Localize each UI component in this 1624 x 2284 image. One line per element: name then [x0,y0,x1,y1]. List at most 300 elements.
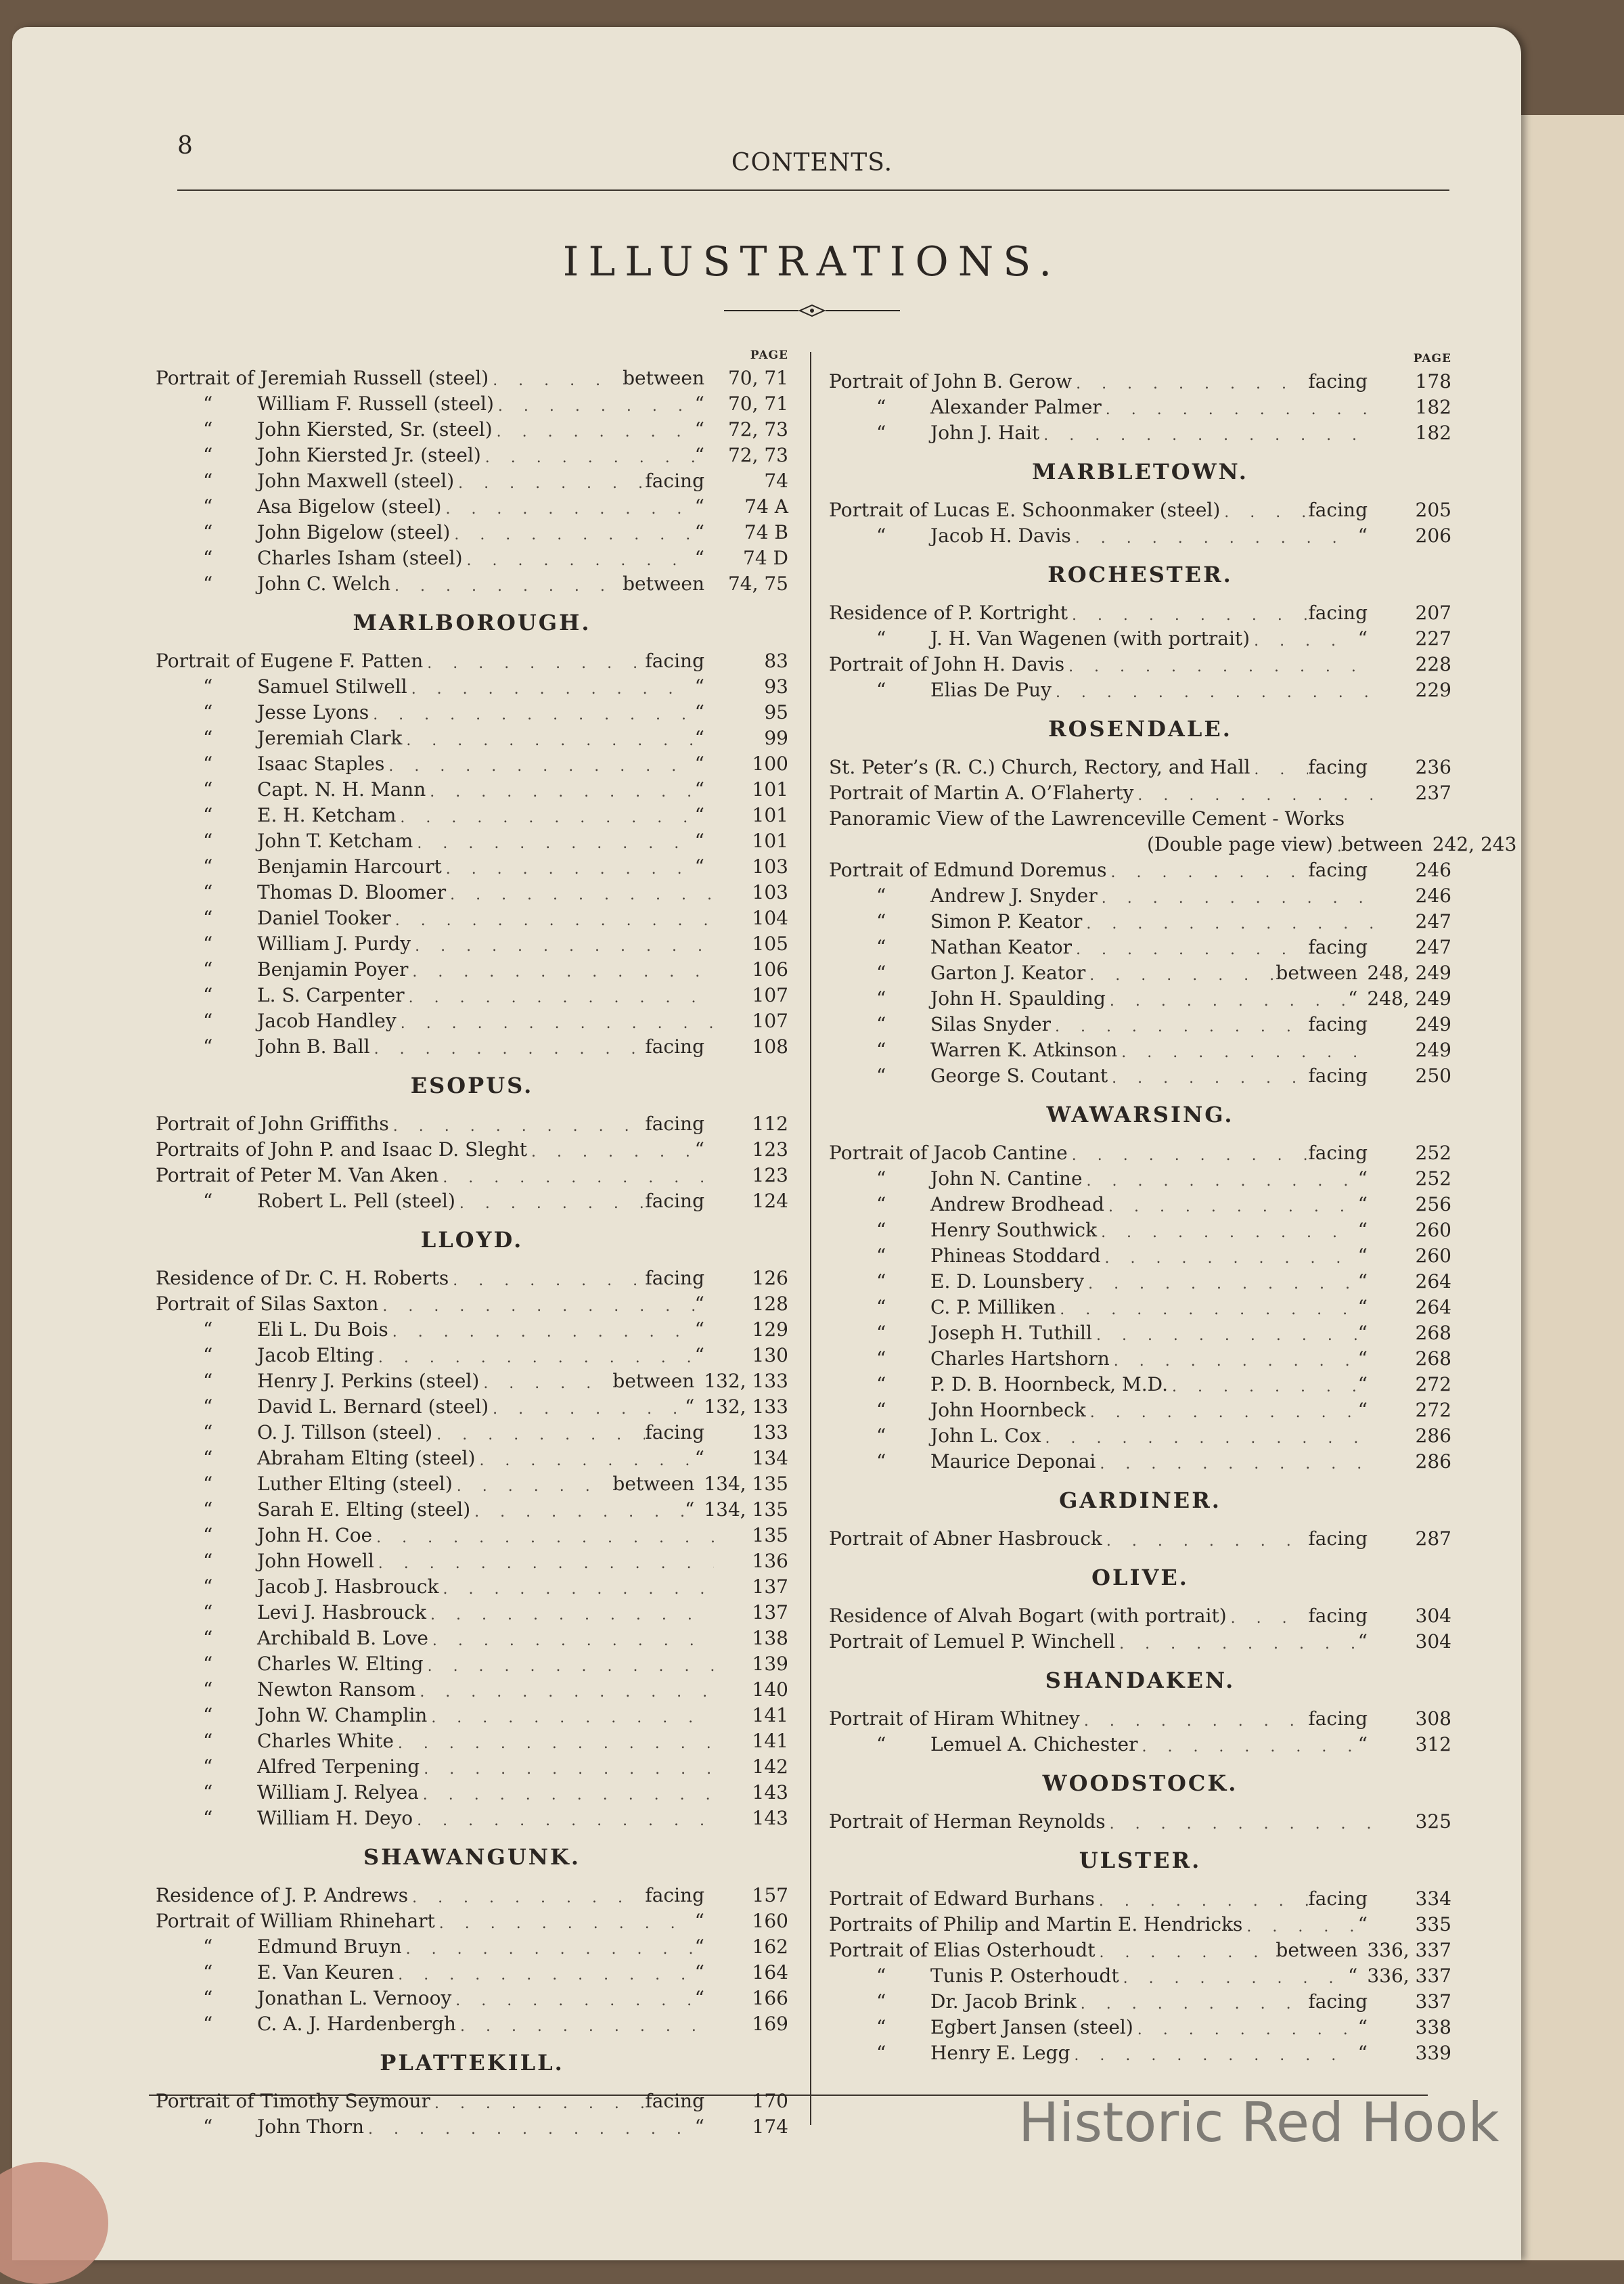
entry-label: Jacob H. Davis [930,524,1071,547]
contents-entry [156,1804,788,1829]
entry-note: facing [1308,756,1368,778]
entry-note: “ [1357,1347,1368,1370]
entry-note: “ [1357,1913,1368,1935]
leader-dots [420,1761,714,1778]
leader-dots [424,1658,714,1675]
ditto-mark: “ [203,753,213,775]
contents-entry [829,1421,1451,1447]
contents-entry [156,1495,788,1521]
ditto-mark: “ [203,393,213,415]
ditto-mark: “ [203,521,213,543]
entry-page: 74 D [743,547,788,569]
contents-entry [156,389,788,415]
contents-entry [829,1190,1451,1215]
ditto-mark: “ [876,1013,886,1035]
leader-dots [390,578,623,595]
ditto-mark: “ [203,804,213,826]
entry-page: 336, 337 [1367,1965,1451,1987]
leader-dots [415,1684,714,1701]
contents-entry [829,1010,1451,1035]
entry-note: facing [1308,602,1368,624]
leader-dots [1072,941,1308,958]
contents-entry [829,2013,1451,2038]
entry-page: 304 [1415,1605,1451,1627]
entry-label: Abraham Elting (steel) [257,1447,476,1469]
leader-dots [364,2121,695,2138]
entry-label: Jesse Lyons [257,701,369,723]
ditto-mark: “ [203,830,213,852]
leader-dots [1115,1636,1358,1653]
entry-note: “ [1347,1965,1358,1987]
section-heading: MARBLETOWN. [1032,459,1248,485]
leader-dots [456,2018,714,2035]
ditto-mark: “ [876,2042,886,2064]
ditto-mark: “ [876,422,886,444]
entry-page: 249 [1415,1039,1451,1061]
leader-dots [450,527,694,543]
entry-page: 74 [764,470,788,492]
entry-page: 178 [1415,370,1451,393]
entry-note: facing [1308,1707,1368,1730]
contents-entry [829,984,1451,1010]
entry-note: “ [684,1498,695,1521]
entry-note: “ [694,2115,704,2138]
leader-dots [1220,504,1308,521]
contents-entry [156,2086,788,2112]
leader-dots [454,475,645,492]
entry-page: 83 [764,650,788,672]
ditto-mark: “ [876,1193,886,1215]
entry-note: “ [694,830,704,852]
entry-note: “ [694,1987,704,2009]
entry-page: 124 [752,1190,788,1212]
entry-page: 308 [1415,1707,1451,1730]
contents-entry [829,855,1451,881]
entry-label: Jacob J. Hasbrouck [257,1575,439,1598]
entry-label: John H. Spaulding [930,987,1106,1010]
ditto-mark: “ [203,958,213,981]
contents-entry [829,1524,1451,1550]
ditto-mark: “ [203,1935,213,1958]
entry-page: 272 [1415,1373,1451,1395]
contents-entry [829,675,1451,701]
entry-label: Benjamin Harcourt [257,855,442,878]
entry-label: Portrait of Hiram Whitney [829,1707,1080,1730]
entry-label: Portrait of Elias Osterhoudt [829,1939,1096,1961]
ditto-mark: “ [203,547,213,569]
entry-note: “ [694,675,704,698]
entry-page: 182 [1415,422,1451,444]
contents-entry [156,1675,788,1701]
contents-entry [156,1135,788,1161]
contents-entry [829,521,1451,547]
leader-dots [1108,1070,1308,1087]
ditto-mark: “ [876,396,886,418]
leader-dots [1077,1996,1309,2013]
ditto-mark: “ [876,1167,886,1190]
contents-entry [156,852,788,878]
leader-dots [1082,916,1377,933]
entry-note: “ [1357,1399,1368,1421]
ditto-mark: “ [203,1550,213,1572]
entry-page: 264 [1415,1270,1451,1293]
ditto-mark: “ [876,987,886,1010]
entry-note: “ [694,1318,704,1341]
entry-label: Dr. Jacob Brink [930,1990,1077,2013]
leader-dots [408,1889,645,1906]
section-heading: WOODSTOCK. [1042,1770,1238,1796]
entry-note: facing [645,1421,704,1443]
entry-label: Thomas D. Bloomer [257,881,447,903]
leader-dots [430,2095,645,2112]
leader-dots [1068,607,1308,624]
contents-entry [156,1624,788,1649]
contents-entry [156,1392,788,1418]
entry-note: “ [1357,1270,1368,1293]
leader-dots [1072,376,1308,393]
leader-dots [1250,761,1308,778]
contents-entry [829,881,1451,907]
ditto-mark: “ [203,2115,213,2138]
entry-note: “ [694,1447,704,1469]
contents-entry [156,1161,788,1186]
entry-note: facing [645,1190,704,1212]
entry-label: Portrait of William Rhinehart [156,1910,435,1932]
entry-page: 142 [752,1755,788,1778]
leader-dots [493,424,695,441]
entry-label: Residence of Alvah Bogart (with portrait) [829,1605,1227,1627]
leader-dots [1227,1610,1309,1627]
entry-page: 252 [1415,1167,1451,1190]
leader-dots [391,912,714,929]
leader-dots [408,964,714,981]
contents-entry [829,1241,1451,1267]
ditto-mark: “ [876,885,886,907]
entry-label: Newton Ransom [257,1678,416,1701]
contents-entry [156,878,788,903]
ditto-mark: “ [203,907,213,929]
ditto-mark: “ [203,1318,213,1341]
entry-label: Alexander Palmer [930,396,1102,418]
leader-dots [1117,1044,1377,1061]
leader-dots [1106,993,1348,1010]
ditto-mark: “ [203,1704,213,1726]
contents-entry [156,672,788,698]
entry-label: Portrait of John Griffiths [156,1113,389,1135]
leader-dots [1041,1430,1377,1447]
ditto-mark: “ [203,1524,213,1546]
entry-label: John Bigelow (steel) [257,521,451,543]
entry-page: 170 [752,2090,788,2112]
ditto-mark: “ [876,1219,886,1241]
entry-note: facing [1308,1013,1368,1035]
entry-page: 108 [752,1035,788,1058]
contents-entry [156,1726,788,1752]
leader-dots [1084,1276,1358,1293]
entry-page: 228 [1415,653,1451,675]
leader-dots [442,861,695,878]
contents-entry [156,543,788,569]
ditto-mark: “ [876,1425,886,1447]
leader-dots [432,1427,645,1443]
entry-note: between [612,1370,695,1392]
entry-note: facing [1308,1887,1368,1910]
entry-note: “ [1357,2042,1368,2064]
leader-dots [388,1324,695,1341]
entry-page: 169 [752,2013,788,2035]
entry-label: Andrew J. Snyder [930,885,1098,907]
entry-note: facing [1308,1527,1368,1550]
leader-dots [1070,2047,1357,2064]
entry-label: Luther Elting (steel) [257,1473,453,1495]
entry-label: Portrait of Peter M. Van Aken [156,1164,439,1186]
leader-dots [479,1375,612,1392]
entry-label: Henry E. Legg [930,2042,1070,2064]
entry-label: Garton J. Keator [930,962,1086,984]
entry-label: Robert L. Pell (steel) [257,1190,455,1212]
contents-entry [156,775,788,801]
entry-page: 260 [1415,1245,1451,1267]
leader-dots [438,1581,714,1598]
contents-entry [156,1032,788,1058]
entry-label: Eli L. Du Bois [257,1318,388,1341]
entry-page: 247 [1415,910,1451,933]
entry-page: 312 [1415,1733,1451,1755]
ditto-mark: “ [203,1190,213,1212]
entry-page: 143 [752,1781,788,1804]
entry-note: facing [645,470,704,492]
ditto-mark: “ [203,1653,213,1675]
entry-label: Portrait of Jeremiah Russell (steel) [156,367,489,389]
entry-note: facing [645,1113,704,1135]
leader-dots [1110,1353,1358,1370]
leader-dots [455,1195,645,1212]
contents-entry [829,1961,1451,1987]
ditto-mark: “ [203,933,213,955]
ditto-mark: “ [876,910,886,933]
contents-entry [829,1987,1451,2013]
contents-entry [829,418,1451,444]
entry-note: “ [1357,1630,1368,1653]
entry-note: facing [645,650,704,672]
ditto-mark: “ [203,1421,213,1443]
contents-entry [156,2009,788,2035]
leader-dots [1086,1404,1358,1421]
entry-page: 132, 133 [704,1370,788,1392]
entry-note: facing [1308,1605,1368,1627]
ditto-mark: “ [203,1447,213,1469]
entry-note: facing [645,1267,704,1289]
entry-note: “ [1357,1296,1368,1318]
contents-entry [156,1984,788,2009]
ornament-divider [724,303,900,318]
entry-label: John Hoornbeck [930,1399,1086,1421]
leader-dots [489,372,623,389]
watermark: Historic Red Hook [1018,2091,1499,2154]
entry-note: “ [694,393,704,415]
contents-entry [156,749,788,775]
leader-dots [481,449,695,466]
page-title: ILLUSTRATIONS. [562,238,1062,286]
contents-entry [156,1006,788,1032]
entry-label: John Kiersted, Sr. (steel) [257,418,493,441]
page-column-label: PAGE [750,349,788,362]
entry-page: 246 [1415,885,1451,907]
section-heading: OLIVE. [1091,1565,1189,1590]
ditto-mark: “ [876,962,886,984]
ditto-mark: “ [203,778,213,801]
entry-label: Portrait of Herman Reynolds [829,1810,1106,1833]
ditto-mark: “ [876,1733,886,1755]
entry-label: Lemuel A. Chichester [930,1733,1138,1755]
leader-dots [413,1812,714,1829]
entry-note: “ [1357,1219,1368,1241]
leader-dots [441,501,694,518]
ditto-mark: “ [876,627,886,650]
entry-label: P. D. B. Hoornbeck, M.D. [930,1373,1169,1395]
contents-entry [156,466,788,492]
leader-dots [413,835,694,852]
leader-dots [402,732,694,749]
section-heading: PLATTEKILL. [380,2050,564,2076]
ditto-mark: “ [203,470,213,492]
ditto-mark: “ [203,1627,213,1649]
leader-dots [1051,1018,1308,1035]
entry-label: Alfred Terpening [257,1755,420,1778]
entry-label: John Thorn [257,2115,365,2138]
entry-label: Portrait of Edward Burhans [829,1887,1095,1910]
entry-label: Portrait of Lemuel P. Winchell [829,1630,1116,1653]
left-column [156,349,788,2138]
entry-page: 227 [1415,627,1451,650]
contents-entry [829,650,1451,675]
ditto-mark: “ [876,1322,886,1344]
contents-entry [829,367,1451,393]
entry-note: “ [1357,1167,1368,1190]
leader-dots [451,1992,694,2009]
entry-page: 272 [1415,1399,1451,1421]
entry-page: 160 [752,1910,788,1932]
entry-note: facing [645,2090,704,2112]
entry-label: Sarah E. Elting (steel) [257,1498,471,1521]
entry-page: 237 [1415,782,1451,804]
ditto-mark: “ [203,1035,213,1058]
entry-label: Joseph H. Tuthill [930,1322,1092,1344]
ditto-mark: “ [876,679,886,701]
entry-page: 249 [1415,1013,1451,1035]
entry-note: “ [1357,1373,1368,1395]
contents-entry [156,492,788,518]
leader-dots [1092,1327,1358,1344]
leader-dots [411,938,714,955]
ditto-mark: “ [203,573,213,595]
contents-entry [829,1318,1451,1344]
entry-label: John W. Champlin [257,1704,428,1726]
entry-page: 101 [752,830,788,852]
ditto-mark: “ [876,936,886,958]
entry-note: “ [1357,627,1368,650]
section-heading: SHAWANGUNK. [363,1844,581,1870]
ditto-mark: “ [876,1039,886,1061]
entry-page: 242, 243 [1432,833,1517,855]
entry-note: “ [694,753,704,775]
entry-page: 106 [752,958,788,981]
leader-dots [1083,1173,1358,1190]
contents-entry [156,441,788,466]
contents-entry [156,981,788,1006]
contents-entry [156,646,788,672]
entry-page: 286 [1415,1450,1451,1473]
entry-page: 229 [1415,679,1451,701]
entry-page: 132, 133 [704,1395,788,1418]
ditto-mark: “ [203,1473,213,1495]
entry-page: 207 [1415,602,1451,624]
contents-entry [156,1778,788,1804]
entry-label: O. J. Tillson (steel) [257,1421,433,1443]
contents-entry [829,830,1517,855]
entry-page: 129 [752,1318,788,1341]
contents-entry [156,1932,788,1958]
ditto-mark: “ [876,2016,886,2038]
section-heading: ULSTER. [1079,1848,1202,1873]
entry-label: L. S. Carpenter [257,984,405,1006]
contents-entry [829,1910,1451,1935]
entry-page: 101 [752,778,788,801]
entry-label: St. Peter’s (R. C.) Church, Rectory, and Hall [829,756,1250,778]
contents-entry [156,1649,788,1675]
ditto-mark: “ [203,855,213,878]
entry-note: “ [694,1138,704,1161]
ditto-mark: “ [203,727,213,749]
leader-dots [1242,1919,1357,1935]
section-heading: WAWARSING. [1046,1102,1234,1127]
leader-dots [449,1272,645,1289]
contents-entry [156,929,788,955]
contents-entry [156,1341,788,1366]
contents-entry [156,1701,788,1726]
entry-page: 157 [752,1884,788,1906]
entry-label: Portrait of Silas Saxton [156,1293,379,1315]
entry-label: John Howell [257,1550,374,1572]
ditto-mark: “ [876,1450,886,1473]
entry-page: 264 [1415,1296,1451,1318]
leader-dots [374,1349,695,1366]
ditto-mark: “ [203,984,213,1006]
entry-note: facing [1308,370,1368,393]
leader-dots [1119,1970,1348,1987]
leader-dots [446,887,714,903]
entry-page: 287 [1415,1527,1451,1550]
entry-label: Residence of P. Kortright [829,602,1068,624]
leader-dots [1064,658,1377,675]
entry-label: Daniel Tooker [257,907,391,929]
leader-dots [453,1478,613,1495]
entry-label: Archibald B. Love [257,1627,428,1649]
contents-entry [829,1215,1451,1241]
contents-entry [829,1704,1451,1730]
entry-page: 137 [752,1575,788,1598]
entry-page: 140 [752,1678,788,1701]
ditto-mark: “ [876,1965,886,1987]
entry-label: Panoramic View of the Lawrenceville Cement - Works [829,807,1345,830]
ditto-mark: “ [203,1678,213,1701]
entry-page: 164 [752,1961,788,1984]
contents-entry [829,1730,1451,1755]
adjacent-page-edge [1512,115,1624,2260]
contents-entry [829,958,1451,984]
entry-label: C. A. J. Hardenbergh [257,2013,456,2035]
entry-note: “ [694,1935,704,1958]
